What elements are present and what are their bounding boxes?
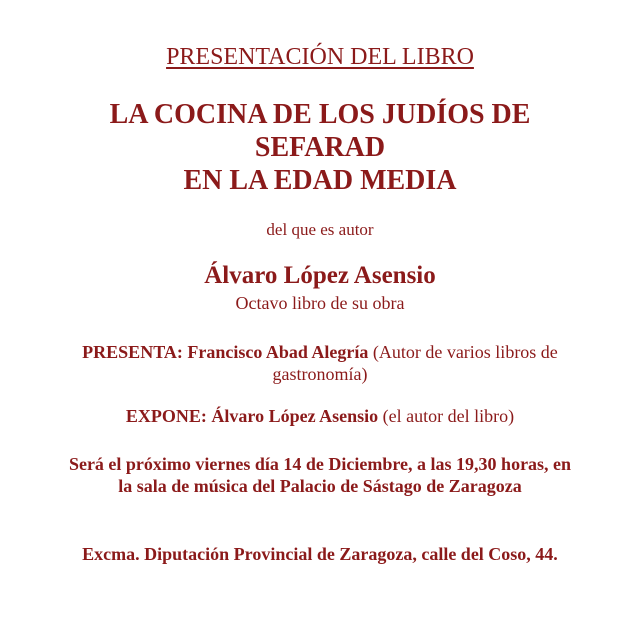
expone-text: (el autor del libro) [378, 406, 515, 426]
book-title-line-2: SEFARAD [254, 132, 386, 163]
expone-label: EXPONE: Álvaro López Asensio [125, 406, 379, 426]
expone-paragraph [40, 405, 600, 427]
presenta-text: (Autor de varios libros de gastronomía) [272, 342, 558, 384]
subtitle: Octavo libro de su obra [235, 293, 405, 313]
location-paragraph: Excma. Diputación Provincial de Zaragoza, calle del Coso, 44. [82, 544, 558, 564]
book-title-line-3: EN LA EDAD MEDIA [183, 165, 457, 196]
heading: PRESENTACIÓN DEL LIBRO [166, 44, 474, 70]
date-paragraph: Será el próximo viernes día 14 de Diciembre, a las 19,30 horas, en la sala de música del Palacio de Sástago de Zaragoza [68, 454, 572, 496]
by-line: del que es autor [266, 220, 374, 239]
presenta-paragraph [80, 341, 560, 385]
presenta-label: PRESENTA: Francisco Abad Alegría [82, 342, 369, 362]
author-name: Álvaro López Asensio [204, 262, 436, 289]
book-title-line-1: LA COCINA DE LOS JUDÍOS DE [109, 99, 531, 130]
book-title [60, 98, 580, 197]
